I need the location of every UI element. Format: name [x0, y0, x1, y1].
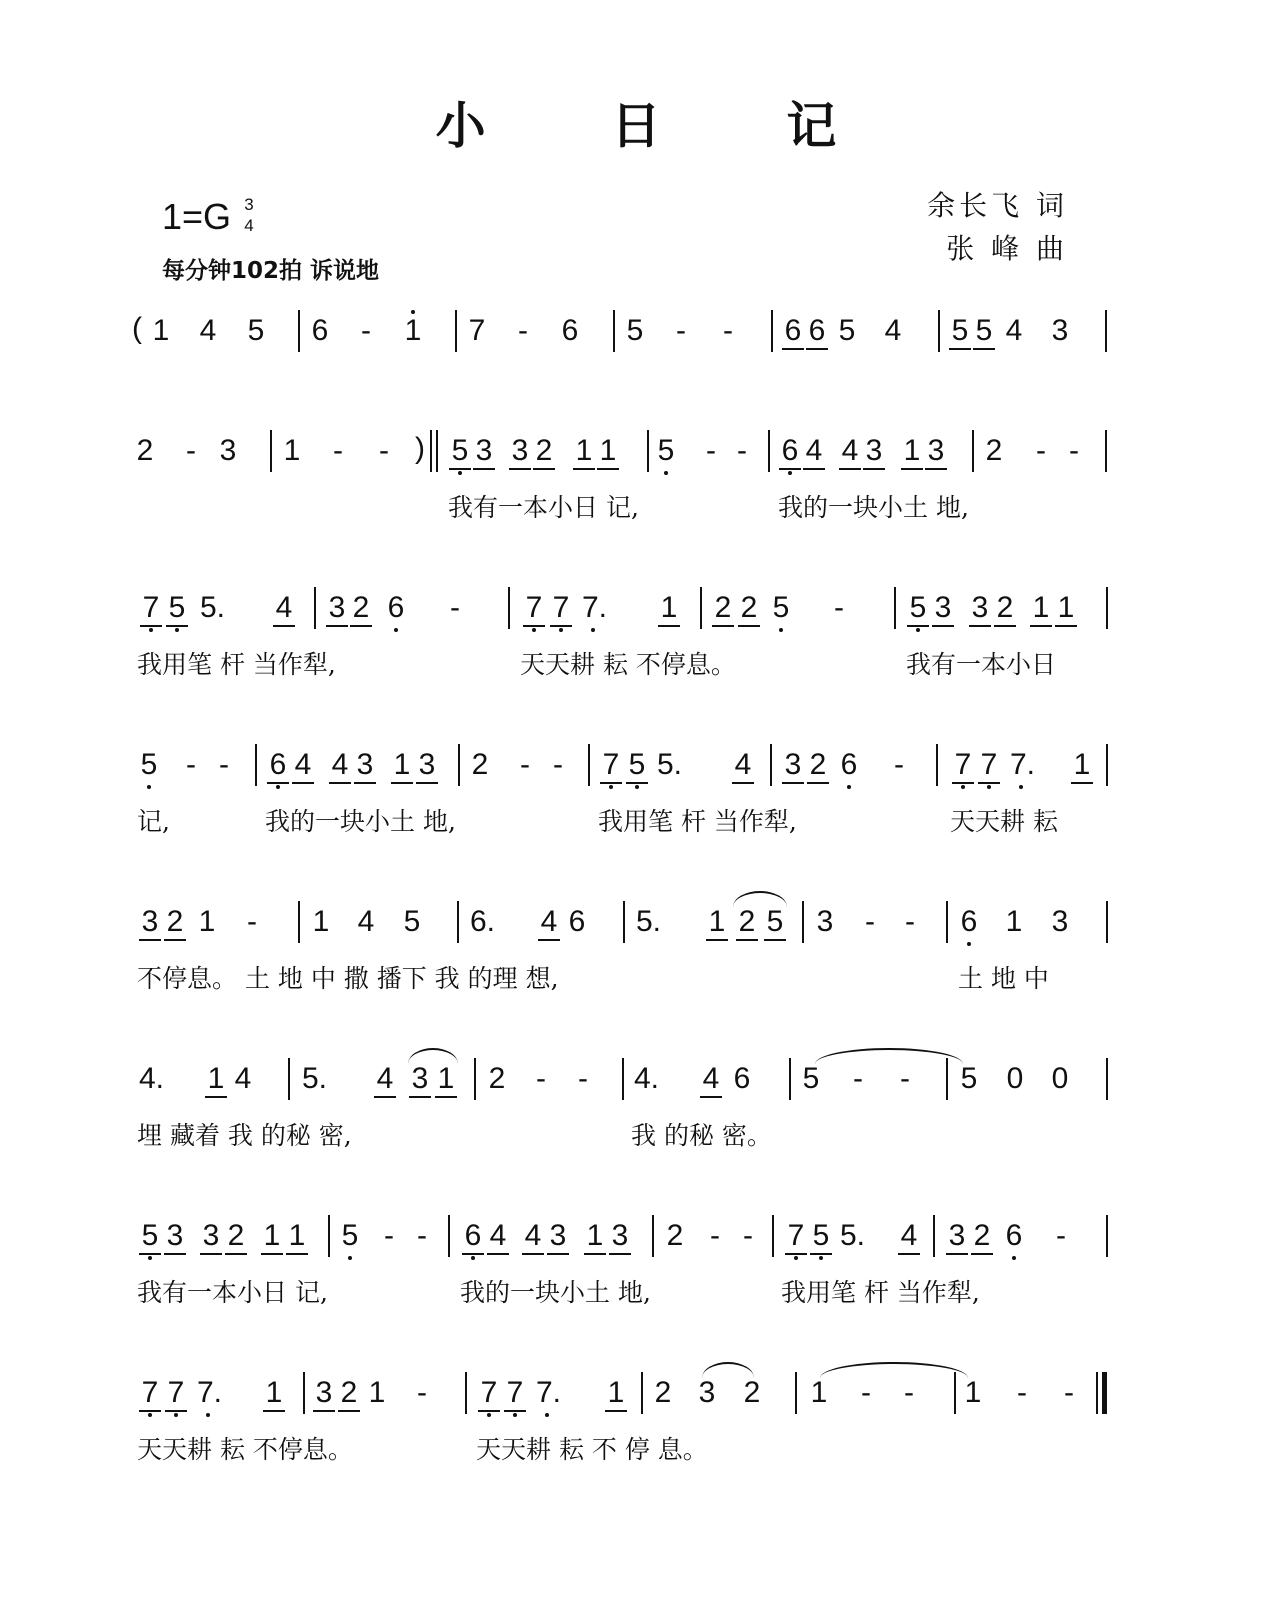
note: 6 [311, 314, 329, 347]
note: 5 [810, 1219, 832, 1255]
score-system-5 [0, 897, 1272, 1007]
barline [1106, 744, 1108, 786]
dash: - [553, 748, 563, 781]
barline [1105, 430, 1107, 472]
note: 4 [292, 748, 314, 784]
note: 5 [138, 748, 160, 782]
note: 3 [932, 591, 954, 627]
barline [768, 430, 770, 472]
note: 4 [234, 1062, 252, 1095]
slur [815, 1048, 963, 1064]
barline [288, 1058, 290, 1100]
lyric-phrase: 我有一本小日 记, [448, 493, 639, 522]
note: 3 [698, 1376, 716, 1409]
note: 0 [1006, 1062, 1024, 1095]
dash: - [861, 1376, 871, 1409]
tempo-marking: 每分钟102拍 诉说地 [162, 258, 380, 284]
note: 7 [504, 1376, 526, 1412]
time-signature [242, 194, 256, 236]
note: 7 [478, 1376, 500, 1412]
barline [328, 1215, 330, 1257]
note: 2 [225, 1219, 247, 1255]
dash: - [417, 1376, 427, 1409]
composer-credit: 张 峰 曲 [946, 232, 1068, 265]
barline [936, 744, 938, 786]
barline [938, 310, 940, 352]
barline [623, 901, 625, 943]
lyric-phrase: 天天耕 耘 不停息。 [137, 1435, 353, 1464]
note: 7 [468, 314, 486, 347]
lyric-phrase: 土 地 中 [958, 964, 1049, 993]
note: 2 [666, 1219, 684, 1252]
lyric-phrase: 我用笔 杆 当作犁, [598, 807, 797, 836]
note: 2 [338, 1376, 360, 1412]
dash: - [710, 1219, 720, 1252]
note: 6 [958, 905, 980, 939]
note: 3 [969, 591, 991, 627]
dash: - [723, 314, 733, 347]
note: 3 [409, 1062, 431, 1098]
barline [588, 744, 590, 786]
note: 2 [985, 434, 1003, 467]
note: 0 [1051, 1062, 1069, 1095]
lyric-phrase: 我用笔 杆 当作犁, [137, 650, 336, 679]
dash: - [186, 434, 196, 467]
dash: - [1064, 1376, 1074, 1409]
dash: - [894, 748, 904, 781]
note: 2 [654, 1376, 672, 1409]
note: 5. [302, 1062, 328, 1095]
note: 7 [785, 1219, 807, 1255]
note: 7 [139, 1376, 161, 1412]
slur [408, 1048, 458, 1064]
note: 5 [139, 1219, 161, 1255]
note: 1 [368, 1376, 386, 1409]
dash: - [578, 1062, 588, 1095]
note: 1 [810, 1376, 828, 1409]
lyric-phrase: 我的一块小土 地, [460, 1278, 651, 1307]
intro-bracket: ( [132, 312, 142, 345]
note: 3 [326, 591, 348, 627]
song-title: 小 日 记 [435, 96, 891, 155]
note: 4 [522, 1219, 544, 1255]
barline [802, 901, 804, 943]
dash: - [676, 314, 686, 347]
note: 6 [385, 591, 407, 625]
note: 7 [978, 748, 1000, 784]
barline [255, 744, 257, 786]
key-signature [162, 195, 254, 238]
note: 3 [547, 1219, 569, 1255]
dash: - [737, 434, 747, 467]
note: 2 [738, 591, 760, 627]
slur [733, 891, 787, 907]
note: 2 [471, 748, 489, 781]
lyric-phrase: 我的一块小土 地, [778, 493, 969, 522]
lyrics-line [0, 1430, 1272, 1470]
note: 4. [139, 1062, 165, 1095]
note: 3 [509, 434, 531, 470]
note: 3 [164, 1219, 186, 1255]
dash: - [333, 434, 343, 467]
note-line [0, 897, 1272, 951]
barline [647, 430, 649, 472]
lyrics-line [0, 1116, 1272, 1156]
note: 3 [200, 1219, 222, 1255]
note: 1 [263, 1376, 285, 1412]
dash: - [905, 905, 915, 938]
note: 1 [286, 1219, 308, 1255]
note: 1 [261, 1219, 283, 1255]
note: 4 [884, 314, 902, 347]
dash: - [1036, 434, 1046, 467]
note: 5 [960, 1062, 978, 1095]
note: 3 [416, 748, 438, 784]
note-line [0, 1211, 1272, 1265]
note: 1 [605, 1376, 627, 1412]
note: 5. [657, 748, 683, 781]
barline [613, 310, 615, 352]
lyric-phrase: 我用笔 杆 当作犁, [781, 1278, 980, 1307]
barline [795, 1372, 797, 1414]
barline [508, 587, 510, 629]
dash: - [384, 1219, 394, 1252]
note: 3 [139, 905, 161, 941]
barline [298, 310, 300, 352]
note: 5 [949, 314, 971, 350]
note: 3 [816, 905, 834, 938]
dash: - [417, 1219, 427, 1252]
note: 3 [609, 1219, 631, 1255]
final-barline [1102, 1372, 1107, 1414]
note: 1 [597, 434, 619, 470]
dash: - [219, 748, 229, 781]
note: 1 [312, 905, 330, 938]
note: 4 [898, 1219, 920, 1255]
dash: - [1017, 1376, 1027, 1409]
note: 6 [806, 314, 828, 350]
note: 2 [994, 591, 1016, 627]
barline [1106, 1058, 1108, 1100]
note: 1 [573, 434, 595, 470]
note: 6 [1003, 1219, 1025, 1253]
barline [946, 901, 948, 943]
lyric-phrase: 天天耕 耘 不 停 息。 [476, 1435, 708, 1464]
lyric-phrase: 天天耕 耘 [950, 807, 1058, 836]
note-line [0, 426, 1272, 480]
barline [933, 1215, 935, 1257]
note: 4 [199, 314, 217, 347]
dash: - [706, 434, 716, 467]
note: 1 [205, 1062, 227, 1098]
lyric-phrase: 埋 藏着 我 的秘 密, [137, 1121, 352, 1150]
intro-bracket: ) [415, 432, 425, 465]
note: 3 [473, 434, 495, 470]
note: 3 [1051, 314, 1069, 347]
barline [622, 1058, 624, 1100]
note: 1 [964, 1376, 982, 1409]
note: 2 [533, 434, 555, 470]
dash: - [186, 748, 196, 781]
note: 4 [273, 591, 295, 627]
note: 3 [354, 748, 376, 784]
note: 7. [536, 1376, 566, 1410]
note: 6 [561, 314, 579, 347]
note: 6 [779, 434, 801, 470]
note: 1 [1071, 748, 1093, 784]
note: 7. [197, 1376, 227, 1410]
score-system-8 [0, 1368, 1272, 1478]
note: 5 [166, 591, 188, 627]
dash: - [743, 1219, 753, 1252]
dash: - [834, 591, 844, 624]
note: 7 [523, 591, 545, 627]
lyrics-line [0, 959, 1272, 999]
note: 4 [329, 748, 351, 784]
barline [455, 310, 457, 352]
note: 3 [219, 434, 237, 467]
barline [448, 1215, 450, 1257]
note: 1 [901, 434, 923, 470]
barline [972, 430, 974, 472]
barline [458, 744, 460, 786]
note: 4 [357, 905, 375, 938]
slur [820, 1362, 968, 1378]
note: 5 [655, 434, 677, 468]
dash: - [865, 905, 875, 938]
barline [770, 744, 772, 786]
note: 7 [550, 591, 572, 627]
score-system-7 [0, 1211, 1272, 1321]
note: 2 [350, 591, 372, 627]
note: 5 [802, 1062, 820, 1095]
note: 2 [164, 905, 186, 941]
note: 4 [538, 905, 560, 941]
lyrics-line [0, 1273, 1272, 1313]
barline [954, 1372, 956, 1414]
lyric-phrase: 记, [137, 807, 170, 836]
dash: - [520, 748, 530, 781]
note: 1 [706, 905, 728, 941]
note: 2 [712, 591, 734, 627]
note: 7 [140, 591, 162, 627]
note: 2 [743, 1376, 761, 1409]
dash: - [904, 1376, 914, 1409]
note: 5. [840, 1219, 866, 1252]
score-system-3 [0, 583, 1272, 693]
barline [298, 901, 300, 943]
note: 1 [402, 314, 424, 348]
note: 5 [247, 314, 265, 347]
barline [1096, 1372, 1098, 1414]
note: 2 [807, 748, 829, 784]
barline [457, 901, 459, 943]
key-label: 1=G [162, 196, 232, 237]
score-system-6 [0, 1054, 1272, 1164]
note: 4 [374, 1062, 396, 1098]
score-system-1 [0, 306, 1272, 416]
note: 5 [626, 314, 644, 347]
barline [946, 1058, 948, 1100]
note: 1 [1030, 591, 1052, 627]
lyrics-line [0, 368, 1272, 408]
note: 3 [782, 748, 804, 784]
dash: - [853, 1062, 863, 1095]
barline [314, 587, 316, 629]
note: 5 [449, 434, 471, 470]
barline [474, 1058, 476, 1100]
note: 6 [462, 1219, 484, 1255]
note: 5 [973, 314, 995, 350]
note: 5 [770, 591, 792, 625]
note: 5 [339, 1219, 361, 1253]
dash: - [518, 314, 528, 347]
note: 5 [838, 314, 856, 347]
note: 7. [1010, 748, 1040, 782]
barline [303, 1372, 305, 1414]
barline [1106, 901, 1108, 943]
barline [430, 430, 432, 472]
note: 6 [568, 905, 586, 938]
note: 1 [283, 434, 301, 467]
dash: - [536, 1062, 546, 1095]
note: 3 [1051, 905, 1069, 938]
note: 7 [952, 748, 974, 784]
note: 6 [782, 314, 804, 350]
note: 2 [971, 1219, 993, 1255]
lyric-phrase: 我有一本小日 记, [137, 1278, 328, 1307]
dash: - [361, 314, 371, 347]
note-line [0, 306, 1272, 360]
barline [1105, 310, 1107, 352]
note: 5 [764, 905, 786, 941]
score-system-2 [0, 426, 1272, 536]
note: 3 [313, 1376, 335, 1412]
lyric-phrase: 我的一块小土 地, [265, 807, 456, 836]
note: 4 [803, 434, 825, 470]
barline [436, 430, 438, 472]
note: 5. [636, 905, 662, 938]
barline [652, 1215, 654, 1257]
note: 1 [1055, 591, 1077, 627]
lyrics-line [0, 488, 1272, 528]
barline [1106, 587, 1108, 629]
barline [270, 430, 272, 472]
note: 6 [267, 748, 289, 784]
dash: - [900, 1062, 910, 1095]
note: 4 [839, 434, 861, 470]
barline [789, 1058, 791, 1100]
note: 1 [152, 314, 170, 347]
note: 4. [634, 1062, 660, 1095]
dash: - [379, 434, 389, 467]
note: 2 [488, 1062, 506, 1095]
lyricist-credit: 余长飞 词 [927, 189, 1068, 222]
dash: - [1069, 434, 1079, 467]
dash: - [247, 905, 257, 938]
note: 7 [165, 1376, 187, 1412]
note: 7 [600, 748, 622, 784]
note: 2 [136, 434, 154, 467]
note: 1 [198, 905, 216, 938]
note: 5 [626, 748, 648, 784]
lyric-phrase: 我有一本小日 [906, 650, 1057, 679]
barline [1106, 1215, 1108, 1257]
note-line [0, 740, 1272, 794]
note: 1 [658, 591, 680, 627]
note: 4 [732, 748, 754, 784]
note: 5. [200, 591, 226, 624]
time-signature-top: 3 [244, 195, 254, 214]
note: 4 [487, 1219, 509, 1255]
lyric-phrase: 我 的秘 密。 [631, 1121, 772, 1150]
note-line [0, 583, 1272, 637]
note: 1 [584, 1219, 606, 1255]
note: 7. [582, 591, 612, 625]
score-system-4 [0, 740, 1272, 850]
lyrics-line [0, 802, 1272, 842]
note-line [0, 1054, 1272, 1108]
barline [700, 587, 702, 629]
note: 1 [391, 748, 413, 784]
note: 5 [403, 905, 421, 938]
note: 3 [863, 434, 885, 470]
note: 6. [470, 905, 496, 938]
note: 4 [1005, 314, 1023, 347]
time-signature-bottom: 4 [244, 216, 254, 235]
lyrics-line [0, 645, 1272, 685]
note: 1 [435, 1062, 457, 1098]
note: 1 [1005, 905, 1023, 938]
note: 6 [733, 1062, 751, 1095]
note: 4 [700, 1062, 722, 1098]
dash: - [450, 591, 460, 624]
slur [702, 1362, 754, 1378]
note: 2 [736, 905, 758, 941]
barline [641, 1372, 643, 1414]
dash: - [1056, 1219, 1066, 1252]
note: 3 [925, 434, 947, 470]
barline [894, 587, 896, 629]
barline [771, 310, 773, 352]
note: 5 [907, 591, 929, 627]
note: 3 [946, 1219, 968, 1255]
barline [772, 1215, 774, 1257]
lyric-phrase: 天天耕 耘 不停息。 [520, 650, 736, 679]
note: 6 [838, 748, 860, 782]
barline [465, 1372, 467, 1414]
lyric-phrase: 不停息。 土 地 中 撒 播下 我 的理 想, [137, 964, 559, 993]
note-line [0, 1368, 1272, 1422]
